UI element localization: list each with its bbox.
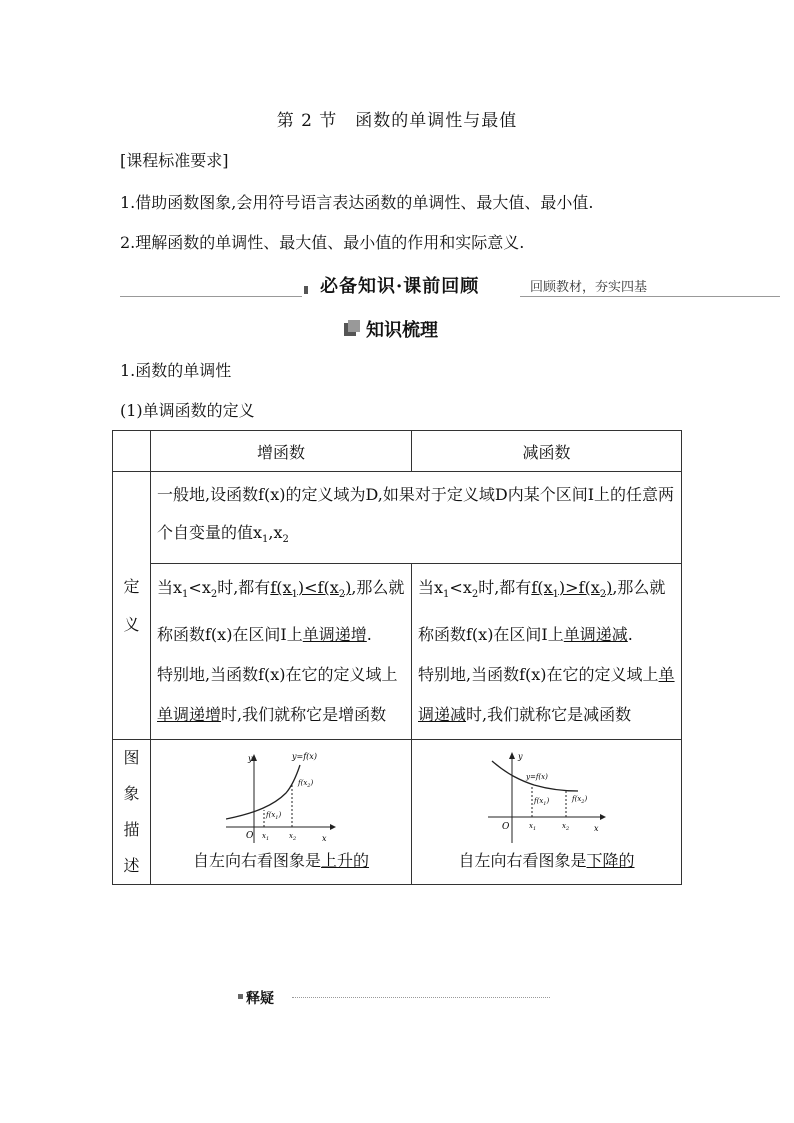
requirement-item-2: 2.理解函数的单调性、最大值、最小值的作用和实际意义. — [120, 233, 525, 252]
decreasing-term-2: 单调递减 — [418, 665, 675, 725]
definition-table — [112, 430, 682, 885]
x-axis-label: x — [593, 824, 599, 834]
y-axis-label: y — [248, 754, 253, 764]
table-corner — [113, 431, 151, 472]
heading-monotonicity: 1.函数的单调性 — [120, 361, 232, 380]
page-title: 第 2 节 函数的单调性与最值 — [276, 111, 518, 131]
increasing-caption: 自左向右看图象是上升的 — [192, 851, 370, 871]
footer-dotted-rule — [292, 997, 550, 998]
function-label: y=f(x) — [525, 773, 548, 782]
x2-label: $x_2$ — [289, 832, 297, 843]
banner-title: 必备知识·课前回顾 — [314, 272, 485, 298]
section-icon — [344, 320, 360, 336]
y-axis-label: y — [517, 752, 523, 762]
section-heading: 知识梳理 — [366, 320, 438, 341]
decreasing-definition: 当$x_1<x_2$时,都有$f(x_1)>f(x_2)$,那么就称函数f(x)在区间I上单调递减. 特别地,当函数f(x)在它的定义域上单调递减时,我们就称它是减函数 — [412, 564, 682, 740]
banner-rule-right — [520, 296, 780, 297]
banner-marker — [304, 286, 308, 294]
increasing-term-2: 单调递增 — [157, 705, 222, 725]
increasing-graph — [226, 751, 336, 843]
x1-label: $x_1$ — [262, 832, 270, 843]
decreasing-term: 单调递减 — [563, 625, 628, 645]
decreasing-graph-cell — [412, 740, 682, 885]
increasing-condition: $f(x_1)<f(x_2)$ — [270, 578, 352, 601]
fx2-label: $f(x_2)$ — [571, 795, 587, 806]
decreasing-condition: $f(x_1)>f(x_2)$ — [531, 578, 613, 601]
table-header-row — [113, 431, 682, 472]
increasing-definition: 当$x_1<x_2$时,都有$f(x_1)<f(x_2)$,那么就称函数f(x)在区间I上单调递增. 特别地,当函数f(x)在它的定义域上单调递增时,我们就称它是增函数 — [151, 564, 412, 740]
header-increasing: 增函数 — [151, 431, 412, 472]
x-axis-label: x — [322, 834, 327, 844]
decreasing-graph — [488, 751, 606, 843]
table-row-graph — [113, 740, 682, 885]
fx2-label: $f(x_2)$ — [298, 779, 314, 790]
common-definition: 一般地,设函数f(x)的定义域为D,如果对于定义域D内某个区间I上的任意两个自变量的值$x_1,x_2$ — [151, 472, 682, 564]
row-label-definition: 定义 — [113, 472, 151, 740]
header-decreasing: 减函数 — [412, 431, 682, 472]
fx1-label: $f(x_1)$ — [533, 797, 549, 808]
function-label: y=f(x) — [292, 752, 317, 762]
origin-label: O — [501, 822, 509, 833]
x2-label: $x_2$ — [561, 822, 569, 833]
increasing-curve — [226, 765, 300, 822]
footer-label: 释疑 — [246, 991, 274, 1007]
fx1-label: $f(x_1)$ — [266, 811, 282, 822]
table-row-definitions — [113, 564, 682, 740]
banner-subtitle: 回顾教材，夯实四基 — [530, 280, 648, 295]
row-label-graph: 图象描述 — [113, 740, 151, 885]
origin-label: O — [246, 831, 254, 842]
increasing-graph-cell — [151, 740, 412, 885]
table-row-common — [113, 472, 682, 564]
footer-marker — [238, 994, 243, 999]
x1-label: $x_1$ — [528, 822, 536, 833]
banner-rule-left — [120, 296, 302, 297]
requirements-heading: [课程标准要求] — [120, 151, 229, 170]
heading-definition: (1)单调函数的定义 — [120, 401, 255, 420]
decreasing-caption: 自左向右看图象是下降的 — [458, 851, 635, 871]
requirement-item-1: 1.借助函数图象,会用符号语言表达函数的单调性、最大值、最小值. — [120, 193, 594, 212]
increasing-term: 单调递增 — [302, 625, 367, 645]
